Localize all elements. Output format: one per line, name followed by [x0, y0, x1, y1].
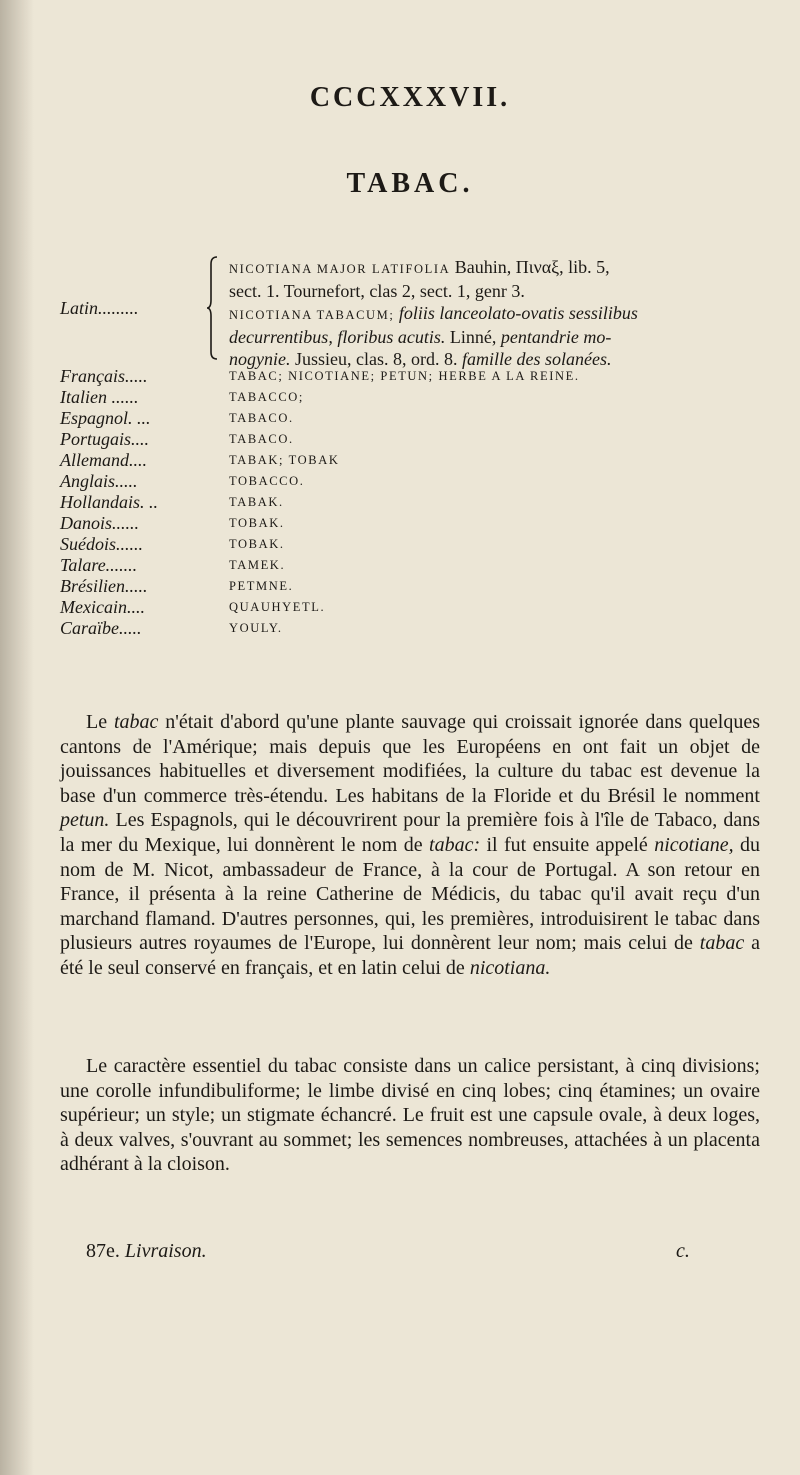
- latin-line-1-rest: Bauhin, Πιναξ, lib. 5,: [450, 257, 610, 277]
- name-row: [60, 618, 780, 639]
- paragraph-history: [60, 710, 760, 981]
- name-row: [60, 387, 780, 408]
- text-run: du nom de M. Nicot, ambassadeur de France, à la cour de Portugal. A son retour en France, il présenta à la reine Catherine de Médicis, du tabac qu'il avait reçu d'un marchand flamand. D'autres personnes, qui, les premières, introduisirent le tabac dans plusieurs autres royaumes de l'Europe, lui donnèrent leur nom; mais celui de: [60, 833, 761, 955]
- vernacular-name: TABAC; NICOTIANE; PETUN; HERBE A LA REINE.: [229, 369, 580, 383]
- language-label: Danois......: [60, 513, 140, 533]
- name-row: [60, 450, 780, 471]
- language-label: Suédois......: [60, 534, 143, 554]
- vernacular-name: TOBAK.: [229, 537, 285, 551]
- latin-line-5-rest: Jussieu, clas. 8, ord. 8.: [290, 349, 462, 369]
- latin-line-4: [229, 326, 789, 348]
- latin-line-3-smallcaps: NICOTIANA TABACUM;: [229, 308, 395, 322]
- italic-term: tabac:: [429, 833, 481, 856]
- latin-line-4-italic-2: pentandrie mo-: [500, 327, 612, 347]
- text-run: a été le seul conservé en français, et en latin celui de: [60, 932, 760, 979]
- italic-term: nicotiane,: [654, 833, 734, 856]
- language-label: Portugais....: [60, 429, 150, 449]
- italic-term: petun.: [60, 809, 110, 832]
- latin-line-4-italic: decurrentibus, floribus acutis.: [229, 327, 446, 347]
- text-run: Les Espagnols, qui le découvrirent pour la première fois à l'île de Tabaco, dans la mer du Mexique, lui donnèrent le nom de: [60, 809, 760, 856]
- vernacular-names-table: [60, 256, 780, 639]
- name-row: [60, 492, 780, 513]
- vernacular-name: TAMEK.: [229, 558, 286, 572]
- name-row: [60, 576, 780, 597]
- language-label: Italien ......: [60, 387, 139, 407]
- italic-term: nicotiana.: [469, 956, 551, 979]
- vernacular-name: TOBAK.: [229, 516, 285, 530]
- latin-line-5-italic: nogynie.: [229, 349, 291, 369]
- latin-names: [229, 256, 789, 370]
- vernacular-name: YOULY.: [229, 621, 283, 635]
- language-label: Hollandais. ..: [60, 492, 159, 512]
- vernacular-name: TABAK.: [229, 495, 284, 509]
- vernacular-name: TABACO.: [229, 411, 294, 425]
- latin-line-1-smallcaps: NICOTIANA MAJOR LATIFOLIA: [229, 262, 451, 276]
- italic-term: tabac: [113, 711, 159, 733]
- name-row: [60, 471, 780, 492]
- language-label: Talare.......: [60, 555, 138, 575]
- language-label: Mexicain....: [60, 597, 145, 617]
- name-row: [60, 555, 780, 576]
- name-row: [60, 597, 780, 618]
- page-title: TABAC.: [346, 168, 474, 199]
- vernacular-name: PETMNE.: [229, 579, 294, 593]
- livraison-number: 87e.: [86, 1240, 120, 1262]
- vernacular-name: QUAUHYETL.: [229, 600, 326, 614]
- language-label: Caraïbe.....: [60, 618, 142, 638]
- book-page: [60, 0, 760, 1475]
- latin-line-1: [229, 256, 789, 280]
- livraison-mark: [86, 1240, 207, 1263]
- language-label: Français.....: [60, 366, 148, 386]
- latin-line-4-rest: Linné,: [445, 327, 501, 347]
- language-label: Espagnol. ...: [60, 408, 151, 428]
- text-run: n'était d'abord qu'une plante sauvage qui croissait ignorée dans quelques cantons de l'Amérique; mais depuis que les Européens en ont fait un objet de jouissances habituelles et diversement modifiées, la culture du tabac est devenue la base d'un commerce très-étendu. Les habitans de la Floride et du Brésil le nomment: [60, 711, 760, 807]
- page-footer: [60, 1240, 760, 1270]
- latin-line-3: [229, 302, 789, 326]
- latin-row: [60, 256, 780, 369]
- plate-number: CCCXXXVII.: [309, 82, 511, 113]
- language-label: Brésilien.....: [60, 576, 148, 596]
- name-row: [60, 366, 780, 387]
- latin-line-2: sect. 1. Tournefort, clas 2, sect. 1, genr 3.: [229, 281, 525, 301]
- name-row: [60, 513, 780, 534]
- vernacular-name: TABACCO;: [229, 390, 305, 404]
- name-row: [60, 408, 780, 429]
- name-row: [60, 429, 780, 450]
- text-run: Le: [86, 711, 114, 733]
- page-binding-edge: [0, 0, 34, 1475]
- vernacular-name: TABAK; TOBAK: [229, 453, 340, 467]
- curly-brace-icon: [206, 256, 218, 360]
- signature-mark: c.: [676, 1240, 690, 1262]
- name-row: [60, 534, 780, 555]
- latin-line-3-italic: foliis lanceolato-ovatis sessilibus: [394, 303, 638, 323]
- language-label: Anglais.....: [60, 471, 138, 491]
- livraison-label: Livraison.: [119, 1240, 207, 1262]
- vernacular-name: TOBACCO.: [229, 474, 305, 488]
- italic-term: tabac: [699, 932, 745, 955]
- language-label: Allemand....: [60, 450, 147, 470]
- text-run: il fut ensuite appelé: [480, 833, 655, 856]
- language-label: Latin.........: [60, 298, 139, 318]
- paragraph-characteristics: Le caractère essentiel du tabac consiste dans un calice persistant, à cinq divisions; une corolle infundibuliforme; le limbe divisé en cinq lobes; cinq étamines; un ovaire supérieur; un style; un stigmate échancré. Le fruit est une capsule ovale, à deux loges, à deux valves, s'ouvrant au sommet; les semences nombreuses, attachées à un placenta adhérant à la cloison.: [60, 1055, 760, 1176]
- latin-line-5-italic-2: famille des solanées.: [461, 349, 612, 369]
- vernacular-name: TABACO.: [229, 432, 294, 446]
